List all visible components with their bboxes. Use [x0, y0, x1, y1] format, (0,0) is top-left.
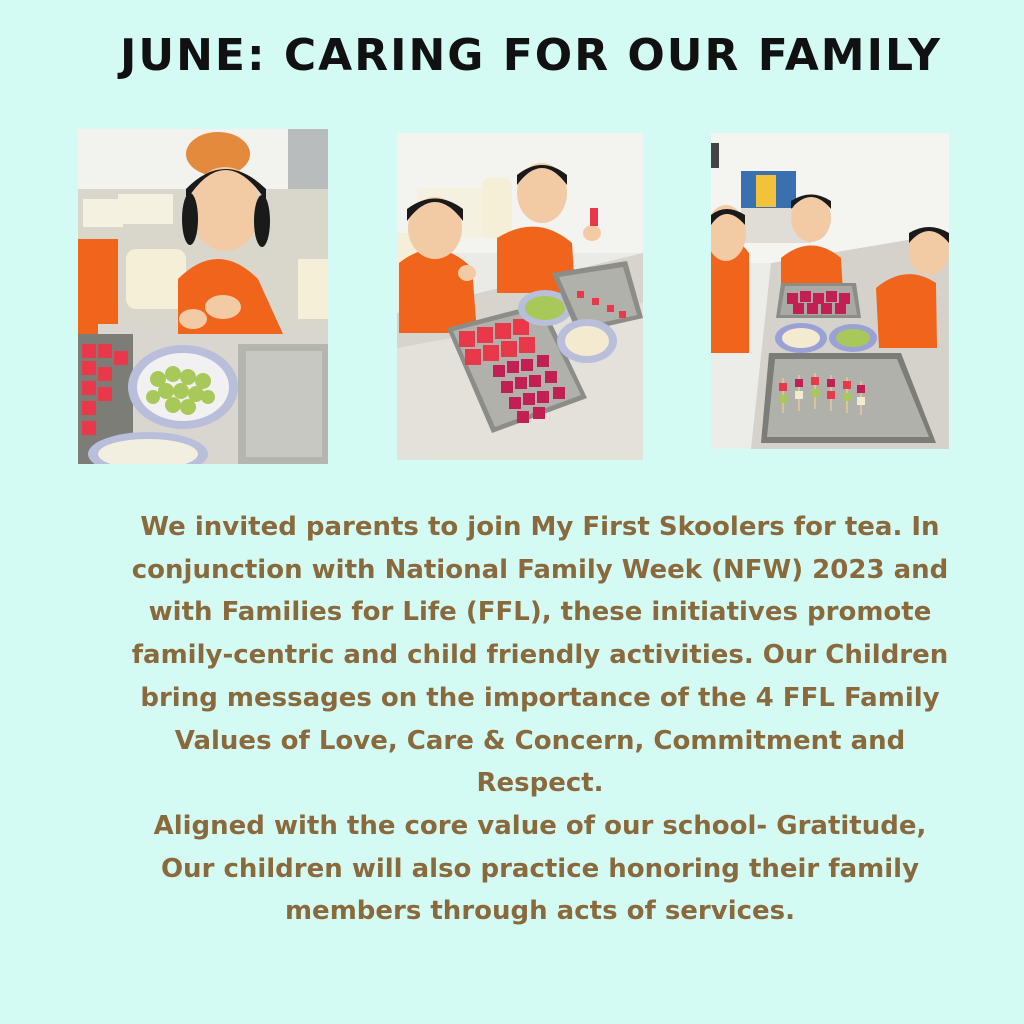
description-line: family-centric and child friendly activities. Our Children: [131, 640, 949, 671]
description-line: with Families for Life (FFL), these initiatives promote: [148, 597, 932, 628]
description-text: [110, 506, 970, 933]
description-line: Respect.: [476, 768, 604, 799]
photo-boys-making-skewers: [397, 133, 643, 460]
page-title: JUNE: CARING FOR OUR FAMILY: [119, 30, 942, 81]
description-line: bring messages on the importance of the 4 FFL Family: [140, 682, 940, 713]
description-line: members through acts of services.: [284, 896, 796, 927]
description-line: We invited parents to join My First Skoolers for tea. In: [140, 512, 940, 542]
photo-girl-making-skewer: [78, 129, 328, 464]
description-line: Our children will also practice honoring their family: [160, 853, 920, 884]
description-line: conjunction with National Family Week (NFW) 2023 and: [131, 554, 949, 585]
description-line: Aligned with the core value of our school- Gratitude,: [153, 810, 927, 841]
description-line: Values of Love, Care & Concern, Commitment and: [174, 725, 906, 756]
photo-children-with-skewers: [711, 133, 949, 449]
